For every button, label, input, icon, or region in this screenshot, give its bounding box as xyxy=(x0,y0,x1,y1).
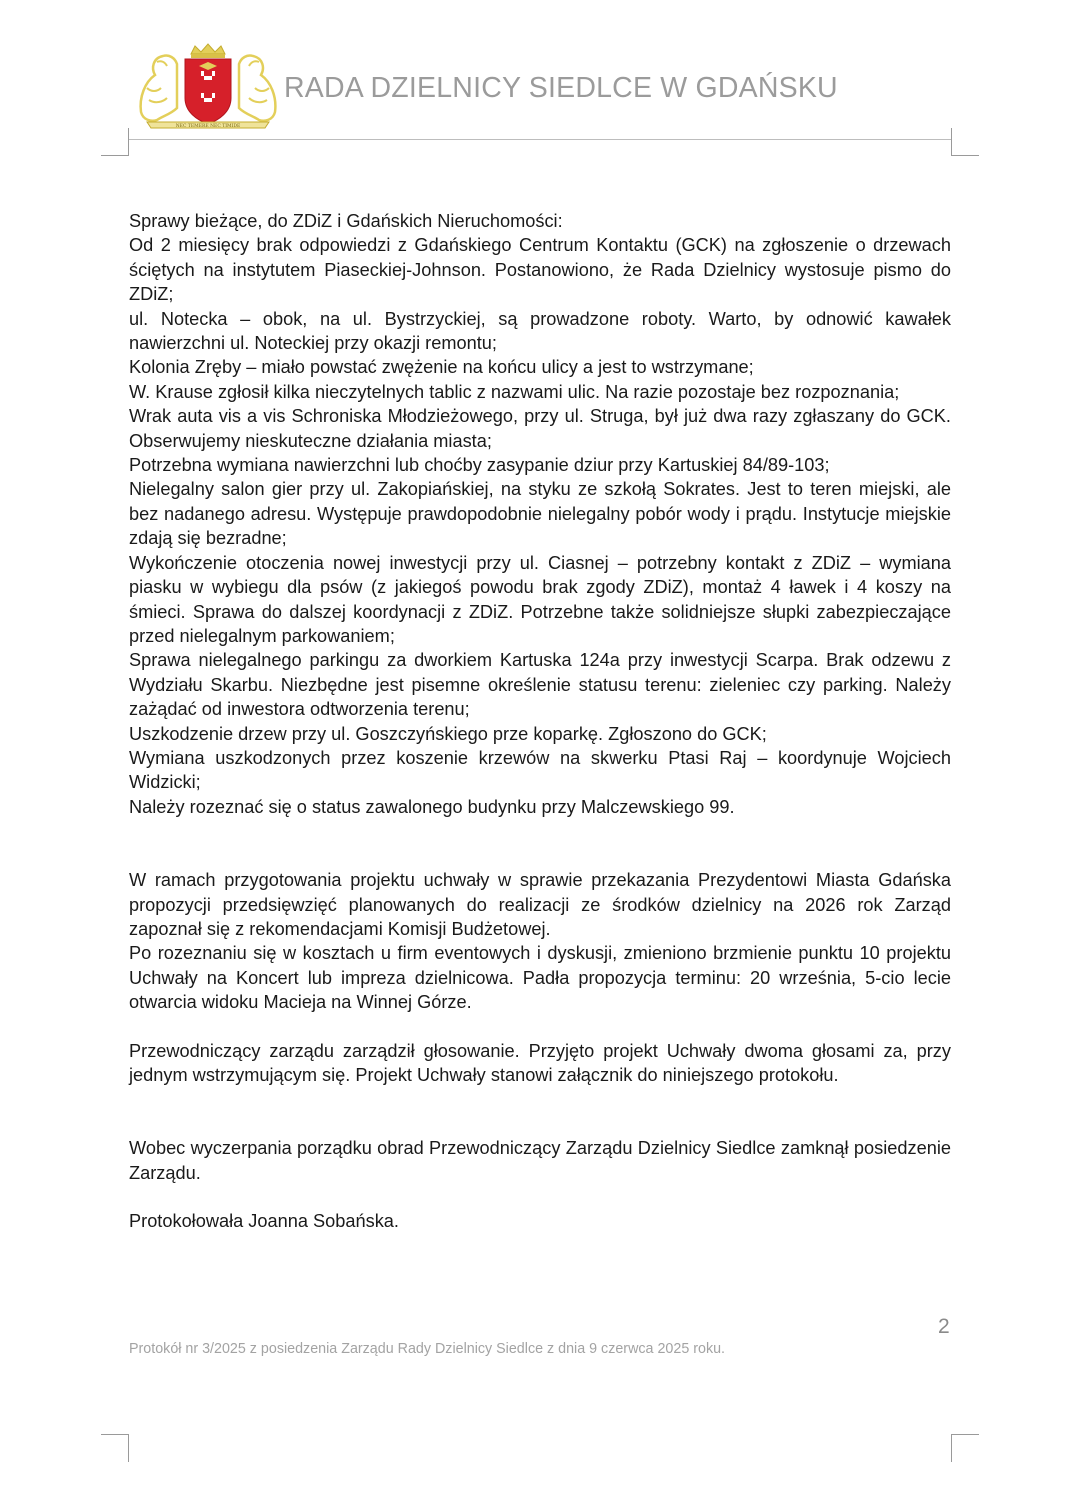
body-paragraph: Potrzebna wymiana nawierzchni lub choćby zasypanie dziur przy Kartuskiej 84/89-103; xyxy=(129,455,830,476)
body-paragraph: W. Krause zgłosił kilka nieczytelnych tablic z nazwami ulic. Na razie pozostaje bez rozpoznania; xyxy=(129,381,900,402)
logo-banner-text: NEC TEMERE NEC TIMIDE xyxy=(175,124,241,130)
body-paragraph: Nielegalny salon gier przy ul. Zakopiańskiej, na styku ze szkołą Sokrates. Jest to teren miejski, ale bez nadanego adresu. Występuje prawdopodobnie nielegalny pobór wody i prądu. Instytucje miejskie zdają się bezradne; xyxy=(129,479,951,549)
body-paragraph: ul. Notecka – obok, na ul. Bystrzyckiej, są prowadzone roboty. Warto, by odnowić kawałek nawierzchni ul. Noteckiej przy okazji remontu; xyxy=(129,308,951,354)
corner-mark-top-right xyxy=(951,128,979,156)
header-title: RADA DZIELNICY SIEDLCE W GDAŃSKU xyxy=(284,72,838,104)
corner-mark-bottom-left xyxy=(101,1434,129,1462)
page-number: 2 xyxy=(938,1315,950,1338)
body-paragraph: Sprawa nielegalnego parkingu za dworkiem Kartuska 124a przy inwestycji Scarpa. Brak odzewu z Wydziału Skarbu. Niezbędne jest pisemne określenie statusu terenu: zieleniec czy parking. Należy zażądać od inwestora odtworzenia terenu; xyxy=(129,650,951,720)
gdansk-coat-of-arms-icon xyxy=(133,42,283,130)
footer-text: Protokół nr 3/2025 z posiedzenia Zarządu Rady Dzielnicy Siedlce z dnia 9 czerwca 2025 roku. xyxy=(129,1341,726,1357)
body-paragraph: Wymiana uszkodzonych przez koszenie krzewów na skwerku Ptasi Raj – koordynuje Wojciech Widzicki; xyxy=(129,747,951,793)
corner-mark-top-left xyxy=(101,128,129,156)
section-heading: Sprawy bieżące, do ZDiZ i Gdańskich Nieruchomości: xyxy=(129,211,563,231)
body-paragraph: Kolonia Zręby – miało powstać zwężenie na końcu ulicy a jest to wstrzymane; xyxy=(129,357,754,378)
body-paragraph: Wykończenie otoczenia nowej inwestycji przy ul. Ciasnej – potrzebny kontakt z ZDiZ – wymiana piasku w wybiegu dla psów (z jakiegoś powodu brak zgody ZDiZ), montaż 4 ławek i 4 koszy na śmieci. Sprawa do dalszej koordynacji z ZDiZ. Potrzebne także solidniejsze słupki zabezpieczające przed nielegalnym parkowaniem; xyxy=(129,552,951,646)
signature-line: Protokołowała Joanna Sobańska. xyxy=(129,1211,399,1232)
header-divider xyxy=(128,139,951,140)
body-paragraph: Należy rozeznać się o status zawalonego budynku przy Malczewskiego 99. xyxy=(129,796,735,817)
body-paragraph: Od 2 miesięcy brak odpowiedzi z Gdańskiego Centrum Kontaktu (GCK) na zgłoszenie o drzewach ściętych na instytutem Piaseckiej-Johnson. Postanowiono, że Rada Dzielnicy wystosuje pismo do ZDiZ; xyxy=(129,235,951,305)
body-paragraph: Uszkodzenie drzew przy ul. Goszczyńskiego prze koparkę. Zgłoszono do GCK; xyxy=(129,723,767,744)
body-paragraph: Wrak auta vis a vis Schroniska Młodzieżowego, przy ul. Struga, był już dwa razy zgłaszany do GCK. Obserwujemy nieskuteczne działania miasta; xyxy=(129,406,951,451)
body-paragraph: W ramach przygotowania projektu uchwały w sprawie przekazania Prezydentowi Miasta Gdańska propozycji przedsięwzięć planowanych do realizacji ze środków dzielnicy na 2026 rok Zarząd zapoznał się z rekomendacjami Komisji Budżetowej. xyxy=(129,870,951,939)
body-paragraph: Po rozeznaniu się w kosztach u firm eventowych i dyskusji, zmieniono brzmienie punktu 10 projektu Uchwały na Koncert lub impreza dzielnicowa. Padła propozycja terminu: 20 września, 5-cio lecie otwarcia widoku Macieja na Winnej Górze. xyxy=(129,943,951,1013)
body-paragraph: Wobec wyczerpania porządku obrad Przewodniczący Zarządu Dzielnicy Siedlce zamknął posiedzenie Zarządu. xyxy=(129,1138,951,1183)
corner-mark-bottom-right xyxy=(951,1434,979,1462)
body-paragraph: Przewodniczący zarządu zarządził głosowanie. Przyjęto projekt Uchwały dwoma głosami za, przy jednym wstrzymującym się. Projekt Uchwały stanowi załącznik do niniejszego protokołu. xyxy=(129,1040,951,1085)
document-body xyxy=(129,209,951,1234)
